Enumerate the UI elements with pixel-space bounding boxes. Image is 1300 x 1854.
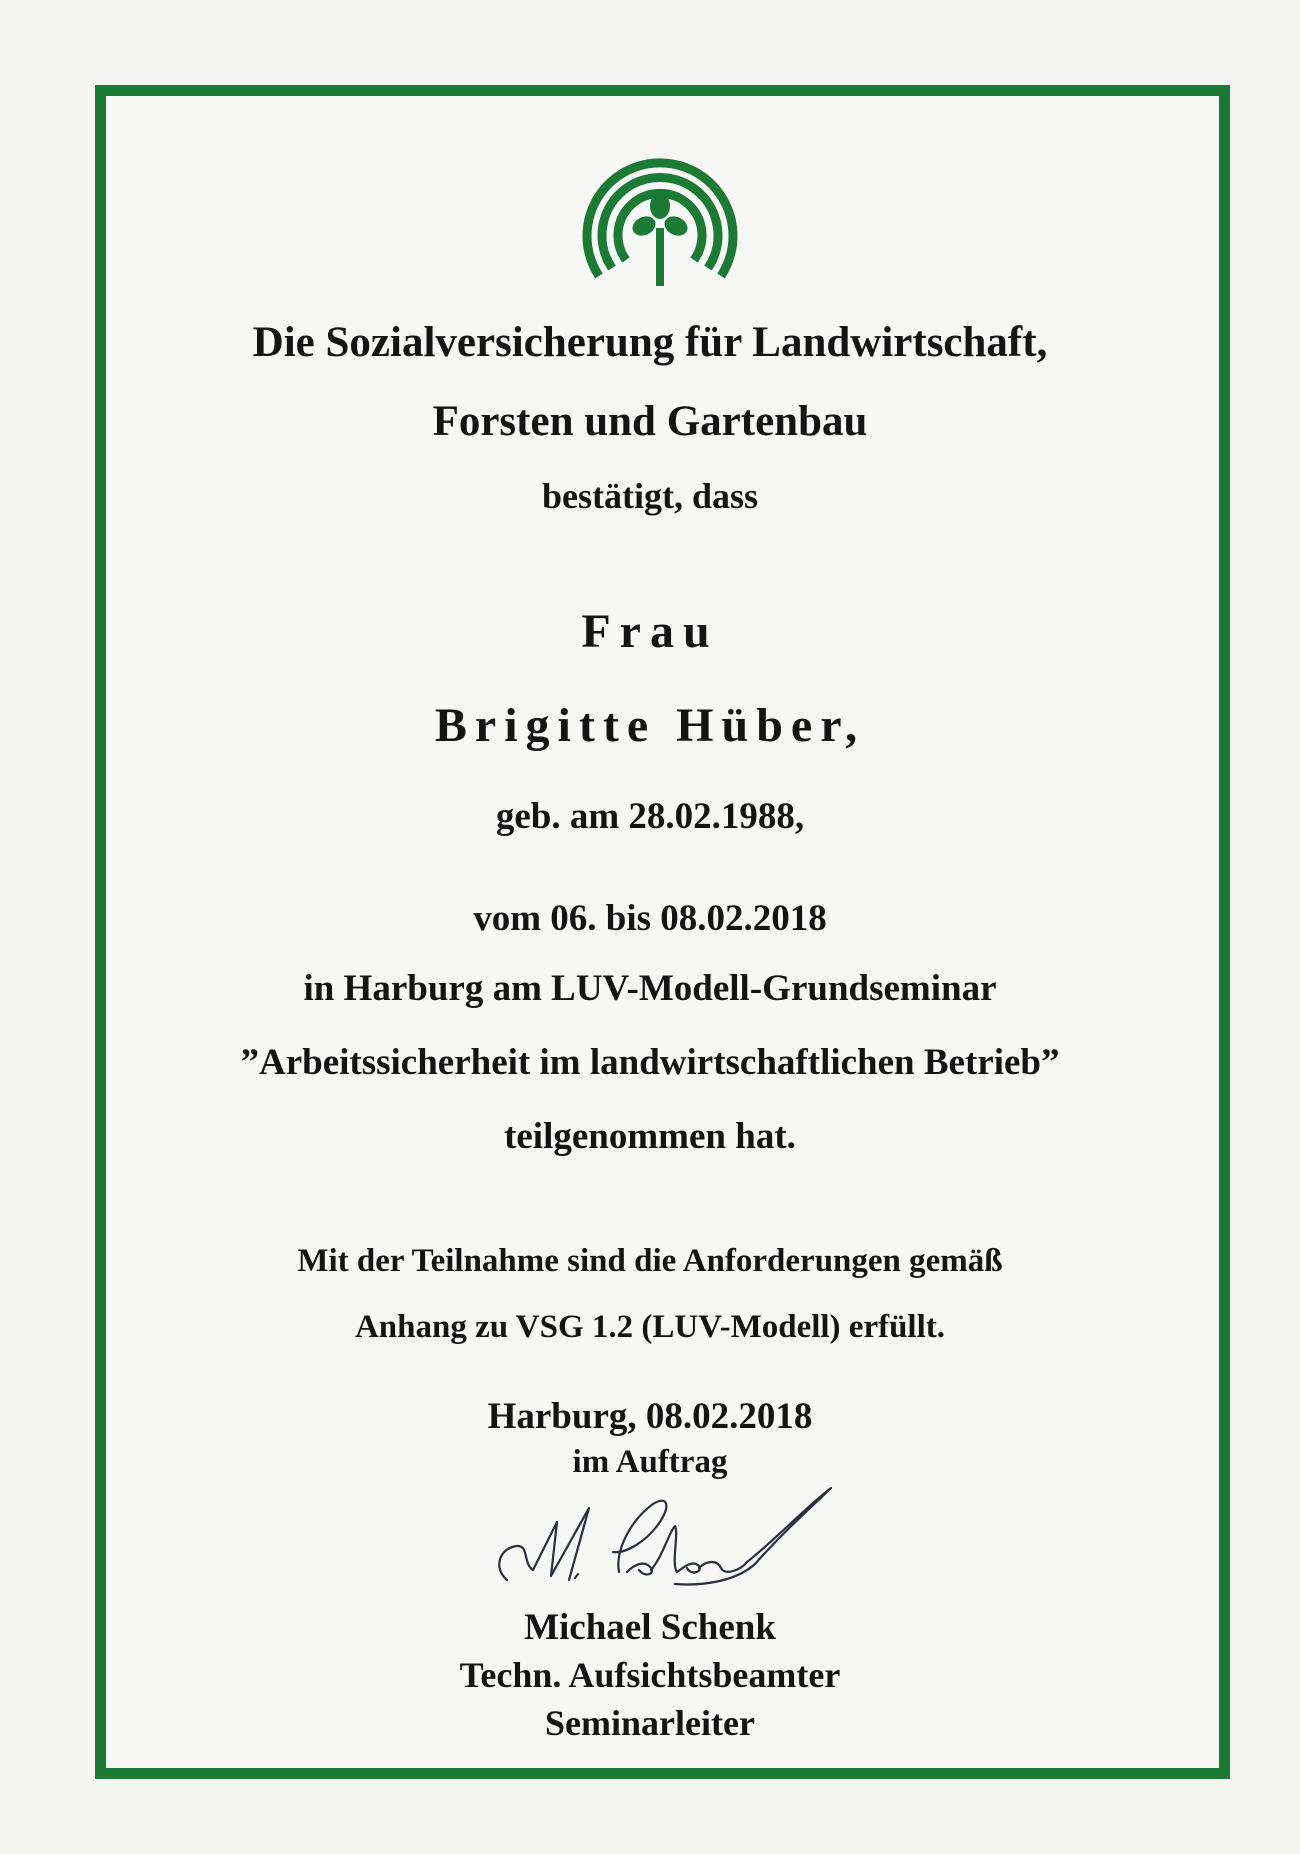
handwritten-signature [485, 1460, 855, 1610]
requirements-line-1: Mit der Teilnahme sind die Anforderungen gemäß [297, 1243, 1003, 1279]
seminar-place: in Harburg am LUV-Modell-Grundseminar [303, 968, 997, 1009]
svlfg-logo-icon [576, 128, 744, 296]
signer-role: Seminarleiter [545, 1703, 755, 1743]
on-behalf: im Auftrag [572, 1444, 728, 1480]
place-date: Harburg, 08.02.2018 [487, 1396, 813, 1437]
participant-name: Brigitte Hüber, [434, 699, 866, 752]
requirements-line-2: Anhang zu VSG 1.2 (LUV-Modell) erfüllt. [354, 1309, 946, 1345]
organization-line-1: Die Sozialversicherung für Landwirtschaft, [252, 319, 1048, 366]
attended-text: teilgenommen hat. [504, 1116, 796, 1157]
signer-name: Michael Schenk [524, 1607, 776, 1648]
confirms-text: bestätigt, dass [541, 476, 759, 516]
seminar-period: vom 06. bis 08.02.2018 [473, 898, 827, 939]
seminar-title: ”Arbeitssicherheit im landwirtschaftlichen Betrieb” [240, 1042, 1060, 1083]
birth-date: geb. am 28.02.1988, [495, 796, 805, 837]
salutation: Frau [581, 605, 719, 658]
signer-title: Techn. Aufsichtsbeamter [459, 1655, 841, 1695]
organization-line-2: Forsten und Gartenbau [432, 398, 868, 445]
